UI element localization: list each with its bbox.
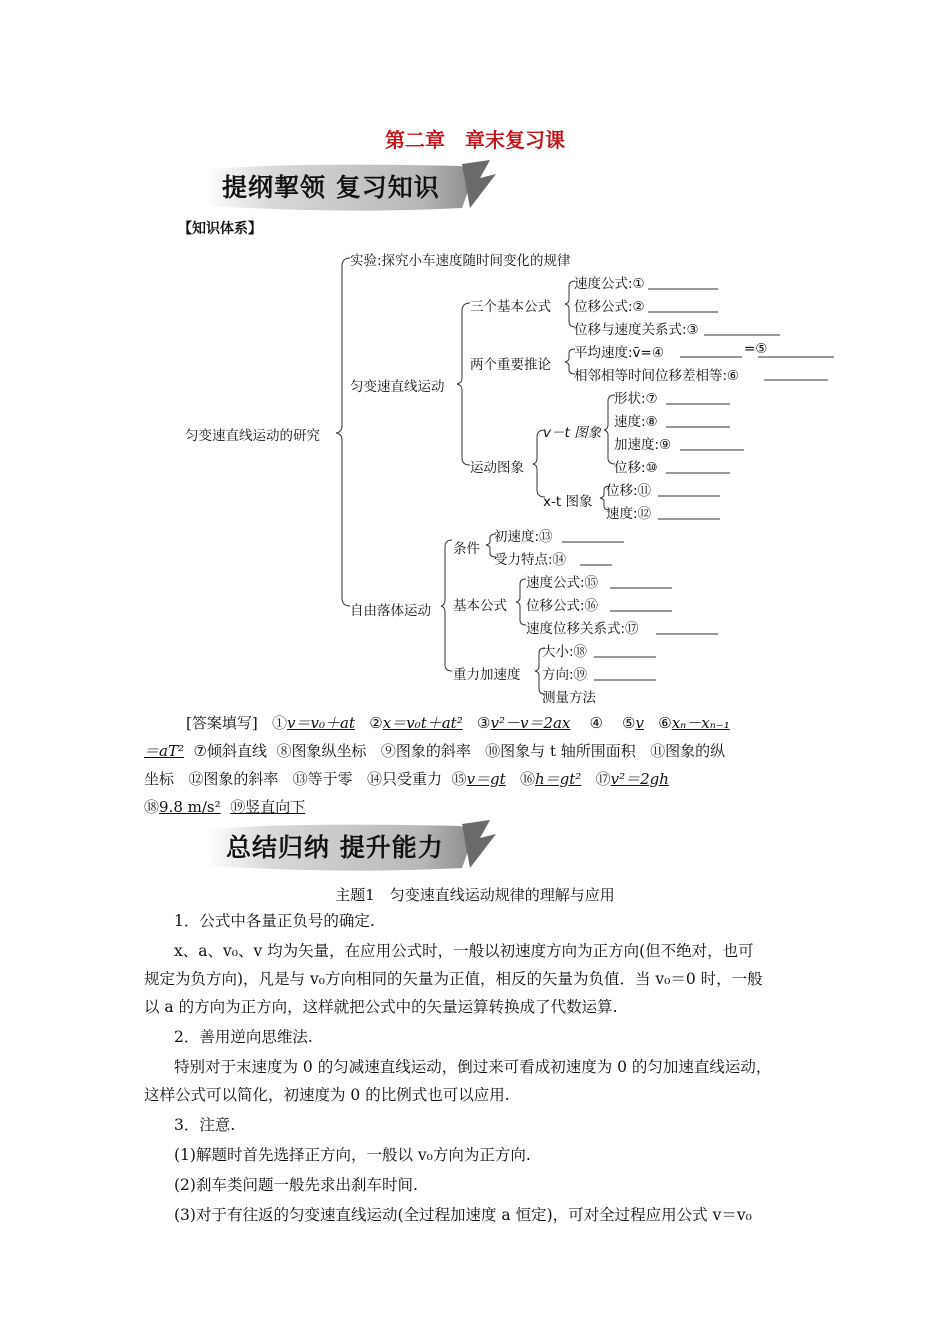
tree-basic: 基本公式: [453, 598, 507, 614]
answer-6: xₙ－xₙ₋₁: [671, 714, 730, 732]
answer-6b: ＝aT²: [144, 742, 184, 760]
tree-g-measure: 测量方法: [542, 690, 596, 706]
answer-3: v²－v＝2ax: [490, 714, 571, 732]
para-10: (2)刹车类问题一般先求出刹车时间.: [174, 1176, 418, 1194]
para-5: 2．善用逆向思维法.: [174, 1028, 313, 1046]
tree-uniform: 匀变速直线运动: [350, 379, 445, 395]
para-8: 3．注意.: [174, 1116, 236, 1134]
tree-avg-eq: =⑤: [744, 341, 768, 357]
answer-12: ⑫图象的斜率: [188, 770, 279, 788]
tree-formulas: 三个基本公式: [470, 299, 551, 315]
answer-11b: 坐标: [144, 770, 175, 788]
answer-5: v: [635, 714, 644, 732]
tree-experiment: 实验:探究小车速度随时间变化的规律: [350, 253, 571, 269]
answers-label: [答案填写]: [186, 714, 258, 732]
tree-vt-shape: 形状:⑦: [614, 391, 658, 407]
banner-summary-text: 总结归纳 提升能力: [226, 833, 444, 862]
tree-xt: x-t 图象: [543, 494, 593, 510]
tree-graphs: 运动图象: [470, 460, 524, 476]
answer-19: ⑲竖直向下: [230, 798, 306, 816]
answers-line-4: ⑱9.8 m/s² ⑲竖直向下: [144, 798, 306, 816]
answer-4: ④: [589, 714, 603, 732]
tree-c-force: 受力特点:⑭: [494, 552, 567, 568]
tree-xt-disp: 位移:⑪: [606, 483, 652, 499]
tree-vt-acc: 加速度:⑨: [614, 437, 672, 453]
answer-16: h＝gt²: [535, 770, 582, 788]
tree-g-dir: 方向:⑲: [542, 667, 588, 683]
tree-b-disp: 位移公式:⑯: [526, 598, 599, 614]
tree-vt-speed: 速度:⑧: [614, 414, 658, 430]
tree-freefall: 自由落体运动: [350, 603, 431, 619]
chapter-title: 第二章 章末复习课: [385, 128, 565, 152]
answer-2: x＝v₀t＋at²: [382, 714, 463, 732]
para-3: 规定为负方向)，凡是与 v₀方向相同的矢量为正值，相反的矢量为负值．当 v₀＝0 时，一般: [144, 970, 763, 988]
answers-line-3: 坐标 ⑫图象的斜率 ⑬等于零 ⑭只受重力 ⑮v＝gt ⑯h＝gt² ⑰v²＝2gh: [144, 770, 669, 788]
answer-13: ⑬等于零: [292, 770, 353, 788]
tree-f-vel: 速度公式:①: [574, 276, 645, 292]
tree-gravity: 重力加速度: [453, 667, 521, 683]
tree-vt: v－t 图象: [543, 425, 602, 441]
para-11: (3)对于有往返的匀变速直线运动(全过程加速度 a 恒定)，可对全过程应用公式 v＝v₀: [174, 1206, 752, 1224]
tree-f-vd: 位移与速度关系式:③: [574, 322, 699, 338]
answer-14: ⑭只受重力: [366, 770, 442, 788]
tree-b-vel: 速度公式:⑮: [526, 575, 599, 591]
para-6: 特别对于末速度为 0 的匀减速直线运动，倒过来可看成初速度为 0 的匀加速直线运动，: [174, 1058, 772, 1076]
answers-line-1: [答案填写] ①v＝v₀＋at ②x＝v₀t＋at² ③v²－v＝2ax ④ ⑤v ⑥xₙ－xₙ₋₁: [186, 714, 730, 732]
tree-cond: 条件: [453, 541, 480, 557]
answer-7: ⑦倾斜直线: [193, 742, 267, 760]
tree-adj-diff: 相邻相等时间位移差相等:⑥: [574, 368, 740, 384]
answer-10: ⑩图象与 t 轴所围面积: [485, 742, 636, 760]
tree-inferences: 两个重要推论: [470, 357, 551, 373]
para-7: 这样公式可以简化，初速度为 0 的比例式也可以应用.: [144, 1086, 510, 1104]
section-label: 【知识体系】: [178, 221, 262, 237]
tree-vt-disp: 位移:⑩: [614, 460, 658, 476]
answer-9: ⑨图象的斜率: [380, 742, 471, 760]
topic-heading: 主题1 匀变速直线运动规律的理解与应用: [335, 886, 615, 904]
answer-11a: ⑪图象的纵: [650, 742, 726, 760]
para-9: (1)解题时首先选择正方向，一般以 v₀方向为正方向.: [174, 1146, 531, 1164]
banner-review-text: 提纲挈领 复习知识: [222, 173, 440, 202]
tree-avg-vel: 平均速度:v̄=④: [574, 345, 664, 361]
answer-8: ⑧图象纵坐标: [276, 742, 367, 760]
tree-b-vd: 速度位移关系式:⑰: [526, 621, 639, 637]
body-text: [144, 908, 824, 1228]
para-4: 以 a 的方向为正方向，这样就把公式中的矢量运算转换成了代数运算.: [144, 998, 618, 1016]
answer-17: v²＝2gh: [610, 770, 669, 788]
para-1: 1．公式中各量正负号的确定.: [174, 912, 375, 930]
para-2: x、a、v₀、v 均为矢量，在应用公式时，一般以初速度方向为正方向(但不绝对，也可: [174, 942, 754, 960]
answer-15: v＝gt: [466, 770, 506, 788]
answer-18: 9.8 m/s²: [159, 798, 221, 816]
tree-xt-speed: 速度:⑫: [606, 506, 652, 522]
tree-root: 匀变速直线运动的研究: [185, 428, 320, 444]
answer-1: v＝v₀＋at: [287, 714, 355, 732]
tree-g-size: 大小:⑱: [542, 644, 588, 660]
tree-c-v0: 初速度:⑬: [494, 529, 553, 545]
answers-line-2: [144, 740, 725, 761]
tree-f-disp: 位移公式:②: [574, 299, 645, 315]
